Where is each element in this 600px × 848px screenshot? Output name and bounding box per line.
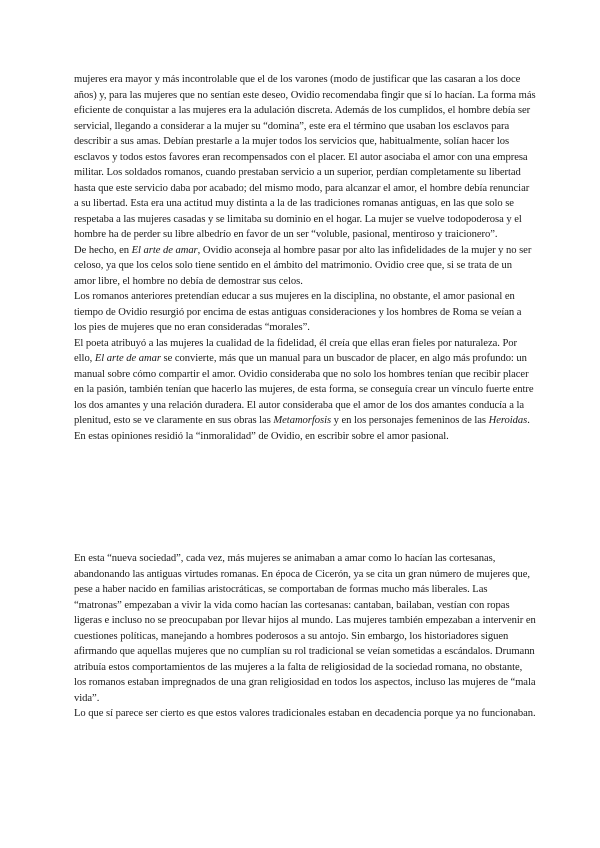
paragraph: En esta “nueva sociedad”, cada vez, más mujeres se animaban a amar como lo hacían las cortesanas, abandonando las antiguas virtudes romanas. En época de Cicerón, ya se cita un gran número de mujeres que, pese a haber nacido en familias aristocráticas, se comportaban de formas mucho más liberales. Las “matronas” empezaban a vivir la vida como hacían las cortesanas: cantaban, bailaban, vestían con ropas ligeras e incluso no se preocupaban por llevar hijos al mundo. Las mujeres también empezaban a intervenir en cuestiones políticas, manejando a hombres poderosos a su antojo. Sin embargo, los historiadores siguen afirmando que aquellas mujeres que no cumplían su rol tradicional se veían sometidas a escándalos. Drumann atribuía estos comportamientos de las mujeres a la falta de religiosidad de la sociedad romana, no obstante, los romanos estaban impregnados de una gran religiosidad en todos los aspectos, incluso las mujeres de “mala vida”. xyxy=(74,553,536,704)
paragraph xyxy=(74,243,536,290)
paragraph-text: y en los personajes femeninos de las xyxy=(331,415,489,426)
paragraph-text: El poeta atribuyó a las mujeres la cualidad de la fidelidad, él creía que ellas eran fieles por naturaleza. Por ello, xyxy=(74,337,518,364)
text-section-sociedad xyxy=(74,551,536,722)
book-title: El arte de amar xyxy=(94,353,161,364)
paragraph: En estas opiniones residió la “inmoralidad” de Ovidio, en escribir sobre el amor pasional. xyxy=(74,430,449,442)
book-title: El arte de amar xyxy=(131,244,198,256)
book-title: Heroidas xyxy=(488,415,528,426)
paragraph-text: , Ovidio aconseja al hombre pasar por alto las infidelidades de la mujer y no ser celoso, ya que los celos solo tiene sentido en el ámbito del matrimonio. Ovidio cree que, si se trata de un amor libre, el hombre no debía de demostrar sus celos. xyxy=(74,244,532,287)
paragraph-text: . xyxy=(527,415,530,426)
book-title: Metamorfosis xyxy=(273,415,332,426)
paragraph: Los romanos anteriores pretendían educar a sus mujeres en la disciplina, no obstante, el amor pasional en tiempo de Ovidio resurgió por encima de estas antiguas consideraciones y los hombres de Roma se veían a los pies de mujeres que no eran consideradas “morales”. xyxy=(74,291,522,333)
paragraph-text: se convierte, más que un manual para un buscador de placer, en algo más profundo: un manual sobre cómo compartir el amor. Ovidio consideraba que no solo los hombres tenían que recibir placer en la pasión, también tenían que hacerlo las mujeres, de esta forma, se conseguía crear un vínculo fuerte entre los dos amantes y una relación duradera. El autor consideraba que el amor de los dos amantes conducía a la plenitud, esto se ve claramente en sus obras las xyxy=(74,353,534,426)
paragraph-text: De hecho, en xyxy=(74,244,132,256)
paragraph xyxy=(74,336,536,429)
paragraph: Lo que sí parece ser cierto es que estos valores tradicionales estaban en decadencia porque ya no funcionaban. xyxy=(74,708,536,719)
paragraph: mujeres era mayor y más incontrolable que el de los varones (modo de justificar que las casaran a los doce años) y, para las mujeres que no sentían este deseo, Ovidio recomendaba fingir que sí lo hacían. La forma más eficiente de conquistar a las mujeres era la adulación discreta. Además de los cumplidos, el hombre debía ser servicial, llegando a considerar a la mujer su “domina”, este era el término que usaban los esclavos para describir a sus amas. Debían prestarle a la mujer todos los servicios que, habitualmente, solían hacer los esclavos y todos estos favores eran recompensados con el placer. El autor asociaba el amor con una empresa militar. Los soldados romanos, cuando prestaban servicio a un superior, perdían completamente su libertad hasta que este servicio daba por acabado; del mismo modo, para alcanzar el amor, el hombre debía renunciar a su libertad. Esta era una actitud muy distinta a la de las tradiciones romanas antiguas, en las que solo se respetaba a las mujeres casadas y se limitaba su dominio en el hogar. La mujer se vuelve todopoderosa y el hombre ha de perder su libre albedrío en favor de un ser “voluble, pasional, mentiroso y traicionero”. xyxy=(74,74,536,240)
text-section-ovidio xyxy=(74,72,536,444)
